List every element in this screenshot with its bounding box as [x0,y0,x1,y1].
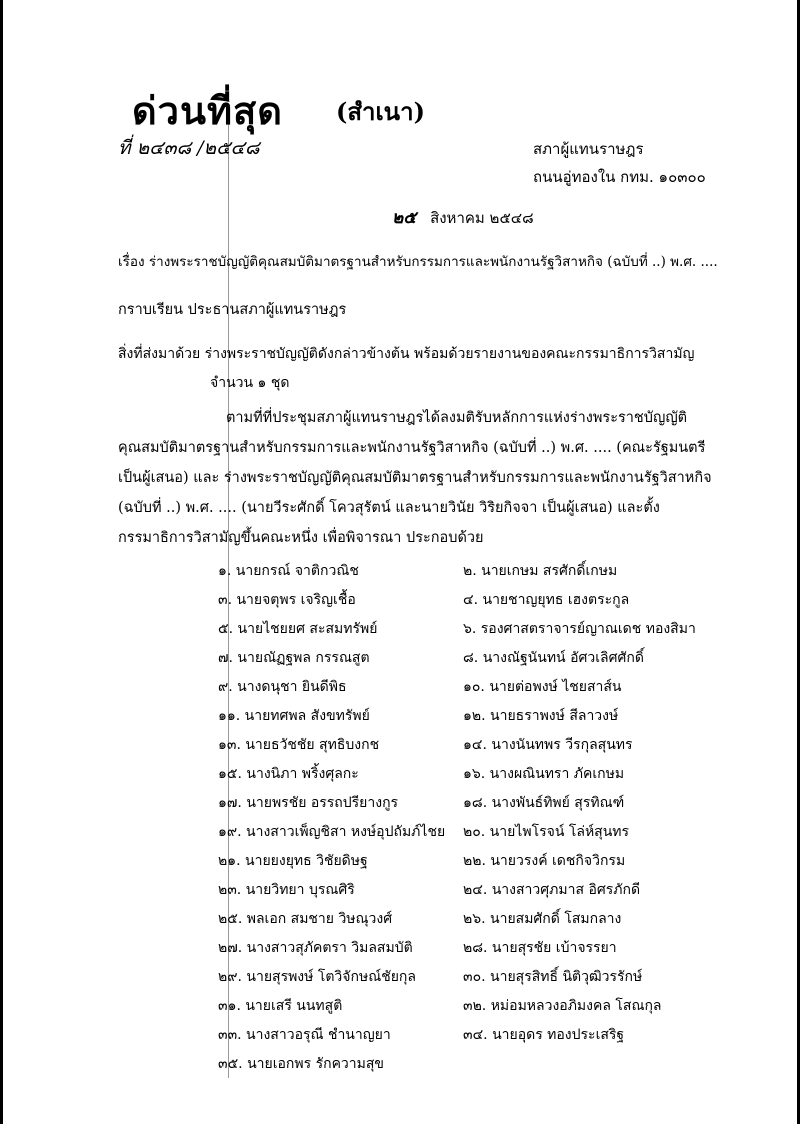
letter-body-text: ตามที่ที่ประชุมสภาผู้แทนราษฎรได้ลงมติรับหลักการแห่งร่างพระราชบัญญัติคุณสมบัติมาตรฐานสำหรับกรรมการและพนักงานรัฐวิสาหกิจ (ฉบับที่ ..) พ.ศ. .... (คณะรัฐมนตรี เป็นผู้เสนอ) และ ร่างพระราชบัญญัติคุณสมบัติมาตรฐานสำหรับกรรมการและพนักงานรัฐวิสาหกิจ (ฉบับที่ ..) พ.ศ. .... (นายวีระศักดิ์ โควสุรัตน์ และนายวินัย วิริยกิจจา เป็นผู้เสนอ) และตั้งกรรมาธิการวิสามัญขึ้นคณะหนึ่ง เพื่อพิจารณา ประกอบด้วย [118,410,712,546]
urgent-heading: ด่วนที่สุด [132,88,283,133]
scan-border-left [0,0,3,1124]
committee-member: ๒๑. นายยงยุทธ วิชัยดิษฐ [218,853,368,869]
committee-member: ๑๕. นางนิภา พริ้งศุลกะ [218,766,359,782]
copy-label: (สำเนา) [336,97,425,126]
member-row [218,589,698,618]
letter-body [118,403,718,553]
committee-member: ๒๓. นายวิทยา บุรณศิริ [218,882,355,898]
date-month-year: สิงหาคม ๒๕๔๘ [430,209,534,227]
organization-address: ถนนอู่ทองใน กทม. ๑๐๓๐๐ [533,168,706,186]
committee-member: ๑๑. นายทศพล สังขทรัพย์ [218,708,370,724]
member-row [218,705,698,734]
committee-member: ๑๒. นายธราพงษ์ สีลาวงษ์ [463,708,619,724]
committee-member: ๒๗. นางสาวสุภัคตรา วิมลสมบัติ [218,940,413,956]
committee-member: ๑. นายกรณ์ จาติกวณิช [218,563,359,579]
member-row [218,995,698,1024]
committee-member: ๕. นายไชยยศ สะสมทรัพย์ [218,621,378,637]
member-row [218,821,698,850]
letter-salutation: กราบเรียน ประธานสภาผู้แทนราษฎร [118,302,347,318]
member-row [218,647,698,676]
member-row [218,676,698,705]
committee-member: ๖. รองศาสตราจารย์ญาณเดช ทองสิมา [463,621,696,637]
member-row [218,792,698,821]
committee-member: ๙. นางดนุชา ยินดีพิธ [218,679,347,695]
committee-member: ๓๓. นางสาวอรุณี ชำนาญยา [218,1027,391,1043]
member-row [218,879,698,908]
member-row [218,560,698,589]
committee-member: ๑๔. นางนันทพร วีรกุลสุนทร [463,737,633,753]
member-row [218,734,698,763]
committee-member: ๑๙. นางสาวเพ็ญชิสา หงษ์อุปถัมภ์ไชย [218,824,446,840]
committee-member: ๑๐. นายต่อพงษ์ ไชยสาส์น [463,679,622,695]
date-day: ๒๕ [392,208,417,228]
committee-member: ๗. นายณัฏฐพล กรรณสูต [218,650,370,666]
enclosure-count: จำนวน ๑ ชุด [210,375,290,391]
organization-name: สภาผู้แทนราษฎร [533,140,644,158]
committee-member: ๒๔. นางสาวศุภมาส อิศรภักดี [463,882,641,898]
committee-member: ๓๑. นายเสรี นนทสูติ [218,998,343,1014]
committee-member: ๒๕. พลเอก สมชาย วิษณุวงศ์ [218,911,393,927]
committee-member: ๘. นางณัฐนันทน์ อัศวเลิศศักดิ์ [463,650,644,666]
member-row [218,850,698,879]
member-row [218,1024,698,1053]
member-row [218,937,698,966]
committee-member: ๑๘. นางพันธ์ทิพย์ สุรทิณฑ์ [463,795,625,811]
committee-member: ๑๗. นายพรชัย อรรถปรียางกูร [218,795,399,811]
committee-member: ๑๖. นางผณินทรา ภัคเกษม [463,766,625,782]
committee-member: ๓๕. นายเอกพร รักความสุข [218,1056,384,1072]
committee-member: ๒๒. นายวรงค์ เดชกิจวิกรม [463,853,626,869]
committee-member: ๓๔. นายอุดร ทองประเสริฐ [463,1027,625,1043]
committee-member: ๒. นายเกษม สรศักดิ์เกษม [463,563,618,579]
member-row [218,966,698,995]
member-row [218,618,698,647]
committee-member: ๑๓. นายธวัชชัย สุทธิบงกช [218,737,380,753]
member-row [218,763,698,792]
committee-member: ๓๒. หม่อมหลวงอภิมงคล โสณกุล [463,998,662,1014]
committee-member: ๓. นายจตุพร เจริญเชื้อ [218,592,356,608]
committee-member: ๒๐. นายไพโรจน์ โล่ห์สุนทร [463,824,630,840]
committee-member: ๔. นายชาญยุทธ เฮงตระกูล [463,592,630,608]
letter-subject: เรื่อง ร่างพระราชบัญญัติคุณสมบัติมาตรฐานสำหรับกรรมการและพนักงานรัฐวิสาหกิจ (ฉบับที่ ..) พ.ศ. .... [118,254,718,270]
letter-date [392,204,534,231]
letter-enclosure: สิ่งที่ส่งมาด้วย ร่างพระราชบัญญัติดังกล่าวข้างต้น พร้อมด้วยรายงานของคณะกรรมาธิการวิสามัญ [118,346,695,362]
member-row [218,908,698,937]
committee-member: ๒๖. นายสมศักดิ์ โสมกลาง [463,911,622,927]
committee-member: ๓๐. นายสุรสิทธิ์ นิติวุฒิวรรักษ์ [463,969,643,985]
committee-member-list [218,560,698,1082]
committee-member: ๒๘. นายสุรชัย เบ้าจรรยา [463,940,617,956]
committee-member: ๒๙. นายสุรพงษ์ โตวิจักษณ์ชัยกุล [218,969,416,985]
reference-number: ที่ ๒๔๓๘ /๒๕๔๘ [118,137,260,159]
member-row [218,1053,698,1082]
